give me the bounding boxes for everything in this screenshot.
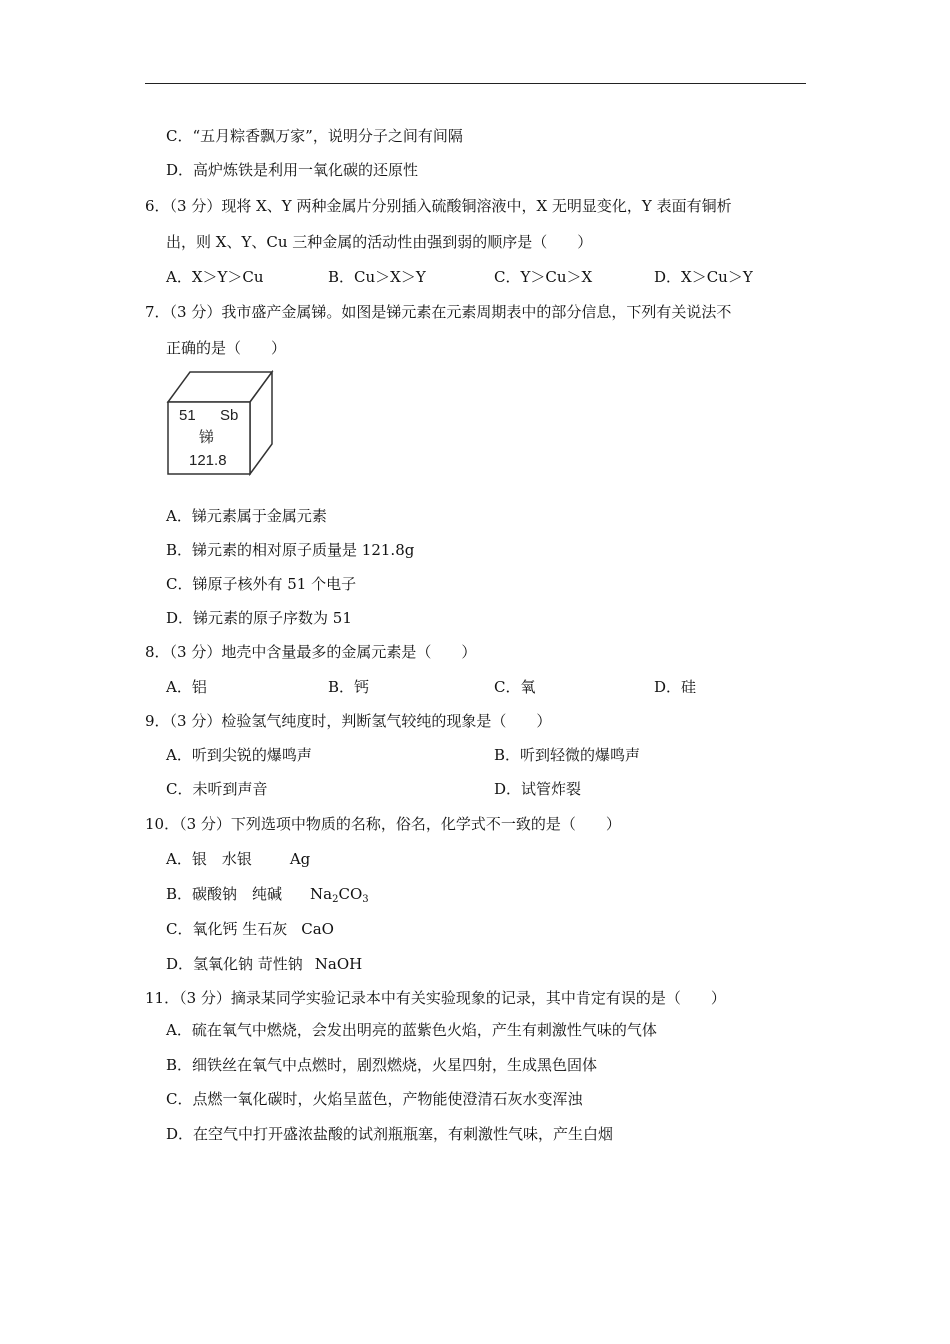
q5-option-c: C．“五月粽香飘万家”，说明分子之间有间隔	[166, 127, 463, 145]
q7-stem-line1: 7．（3 分）我市盛产金属锑。如图是锑元素在元素周期表中的部分信息，下列有关说法不	[145, 303, 732, 321]
element-atomic-mass: 121.8	[189, 452, 227, 469]
q8-option-b: B．钙	[328, 678, 370, 696]
element-name: 锑	[199, 429, 215, 446]
q6-stem-line2: 出，则 X、Y、Cu 三种金属的活动性由强到弱的顺序是（ ）	[166, 233, 593, 251]
q11-option-d: D．在空气中打开盛浓盐酸的试剂瓶瓶塞，有刺激性气味，产生白烟	[166, 1125, 614, 1143]
element-atomic-number: 51	[179, 407, 196, 424]
q9-option-b: B．听到轻微的爆鸣声	[494, 746, 641, 764]
q10-option-b-label: B．碳酸钠 纯碱	[166, 885, 283, 903]
q8-option-d: D．硅	[654, 678, 697, 696]
q7-option-c: C．锑原子核外有 51 个电子	[166, 575, 357, 593]
q10-option-d-label: D．氢氧化钠 苛性钠	[166, 955, 303, 973]
q9-option-c: C．未听到声音	[166, 780, 268, 798]
q10-option-a-formula: Ag	[289, 850, 311, 868]
q10-option-d	[166, 954, 362, 974]
q10-option-d-formula: NaOH	[314, 955, 363, 973]
q11-stem: 11．（3 分）摘录某同学实验记录本中有关实验现象的记录，其中肯定有误的是（ ）	[145, 989, 726, 1007]
q11-option-a: A．硫在氧气中燃烧，会发出明亮的蓝紫色火焰，产生有刺激性气味的气体	[166, 1021, 657, 1039]
q6-option-d: D．X＞Cu＞Y	[654, 268, 753, 286]
element-symbol: Sb	[220, 407, 239, 424]
q10-option-c-label: C．氧化钙 生石灰	[166, 920, 288, 938]
q5-option-d: D．高炉炼铁是利用一氧化碳的还原性	[166, 161, 419, 179]
q8-option-a: A．铝	[166, 678, 207, 696]
element-tile-figure	[166, 370, 274, 476]
q10-option-a	[166, 849, 310, 869]
q7-option-a: A．锑元素属于金属元素	[166, 507, 327, 525]
q11-option-b: B．细铁丝在氧气中点燃时，剧烈燃烧，火星四射，生成黑色固体	[166, 1056, 598, 1074]
q10-option-c	[166, 919, 334, 939]
q11-option-c: C．点燃一氧化碳时，火焰呈蓝色，产物能使澄清石灰水变浑浊	[166, 1090, 583, 1108]
q9-option-d: D．试管炸裂	[494, 780, 582, 798]
header-rule	[145, 83, 806, 84]
q9-stem: 9．（3 分）检验氢气纯度时，判断氢气较纯的现象是（ ）	[145, 712, 552, 730]
q8-stem: 8．（3 分）地壳中含量最多的金属元素是（ ）	[145, 643, 477, 661]
q10-option-a-label: A．银 水银	[166, 850, 252, 868]
q6-option-b: B．Cu＞X＞Y	[328, 268, 426, 286]
q6-option-c: C．Y＞Cu＞X	[494, 268, 593, 286]
q8-option-c: C．氧	[494, 678, 536, 696]
q7-stem-line2: 正确的是（ ）	[166, 339, 287, 357]
q10-option-c-formula: CaO	[301, 920, 334, 938]
q10-option-b-formula: $Na_2CO_3$	[310, 885, 369, 905]
q9-option-a: A．听到尖锐的爆鸣声	[166, 746, 312, 764]
q10-stem: 10．（3 分）下列选项中物质的名称，俗名，化学式不一致的是（ ）	[145, 815, 621, 833]
q7-option-b: B．锑元素的相对原子质量是 121.8g	[166, 541, 415, 559]
q10-option-b	[166, 884, 369, 904]
q6-option-a: A．X＞Y＞Cu	[166, 268, 264, 286]
q7-option-d: D．锑元素的原子序数为 51	[166, 609, 352, 627]
q6-stem-line1: 6．（3 分）现将 X、Y 两种金属片分别插入硫酸铜溶液中，X 无明显变化，Y 表面有铜析	[145, 197, 732, 215]
